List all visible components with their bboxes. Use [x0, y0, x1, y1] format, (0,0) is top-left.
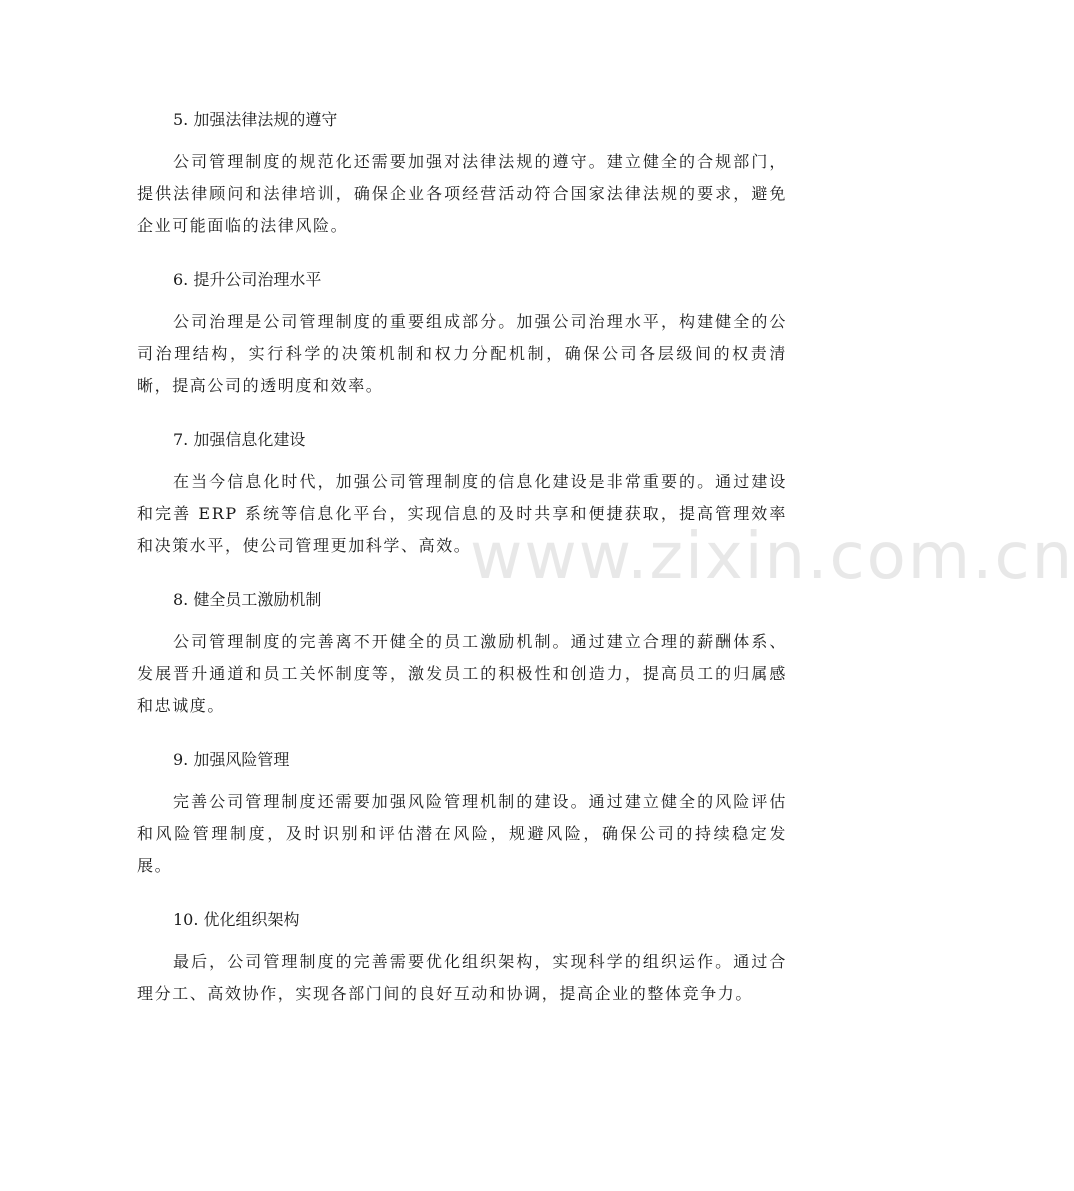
section-heading: 9. 加强风险管理	[173, 750, 290, 769]
section-9	[137, 744, 787, 882]
section-heading: 8. 健全员工激励机制	[173, 590, 322, 609]
section-heading: 7. 加强信息化建设	[173, 430, 306, 449]
section-paragraph: 在当今信息化时代，加强公司管理制度的信息化建设是非常重要的。通过建设和完善 ERP 系统等信息化平台，实现信息的及时共享和便捷获取，提高管理效率和决策水平，使公司管理更加科学、高效。	[137, 472, 787, 555]
section-paragraph: 公司治理是公司管理制度的重要组成部分。加强公司治理水平，构建健全的公司治理结构，实行科学的决策机制和权力分配机制，确保公司各层级间的权责清晰，提高公司的透明度和效率。	[137, 312, 787, 395]
section-paragraph: 公司管理制度的规范化还需要加强对法律法规的遵守。建立健全的合规部门，提供法律顾问和法律培训，确保企业各项经营活动符合国家法律法规的要求，避免企业可能面临的法律风险。	[137, 152, 787, 235]
section-5	[137, 104, 787, 242]
section-heading: 6. 提升公司治理水平	[173, 270, 322, 289]
section-heading: 5. 加强法律法规的遵守	[173, 110, 338, 129]
section-6	[137, 264, 787, 402]
watermark: www.zixin.com.cn	[470, 520, 1074, 594]
section-8	[137, 584, 787, 722]
document-content	[137, 104, 787, 1032]
section-paragraph: 公司管理制度的完善离不开健全的员工激励机制。通过建立合理的薪酬体系、发展晋升通道和员工关怀制度等，激发员工的积极性和创造力，提高员工的归属感和忠诚度。	[137, 632, 787, 715]
section-heading: 10. 优化组织架构	[173, 910, 300, 929]
section-paragraph: 最后，公司管理制度的完善需要优化组织架构，实现科学的组织运作。通过合理分工、高效协作，实现各部门间的良好互动和协调，提高企业的整体竞争力。	[137, 952, 787, 1003]
section-7	[137, 424, 787, 562]
section-paragraph: 完善公司管理制度还需要加强风险管理机制的建设。通过建立健全的风险评估和风险管理制度，及时识别和评估潜在风险，规避风险，确保公司的持续稳定发展。	[137, 792, 787, 875]
section-10	[137, 904, 787, 1010]
